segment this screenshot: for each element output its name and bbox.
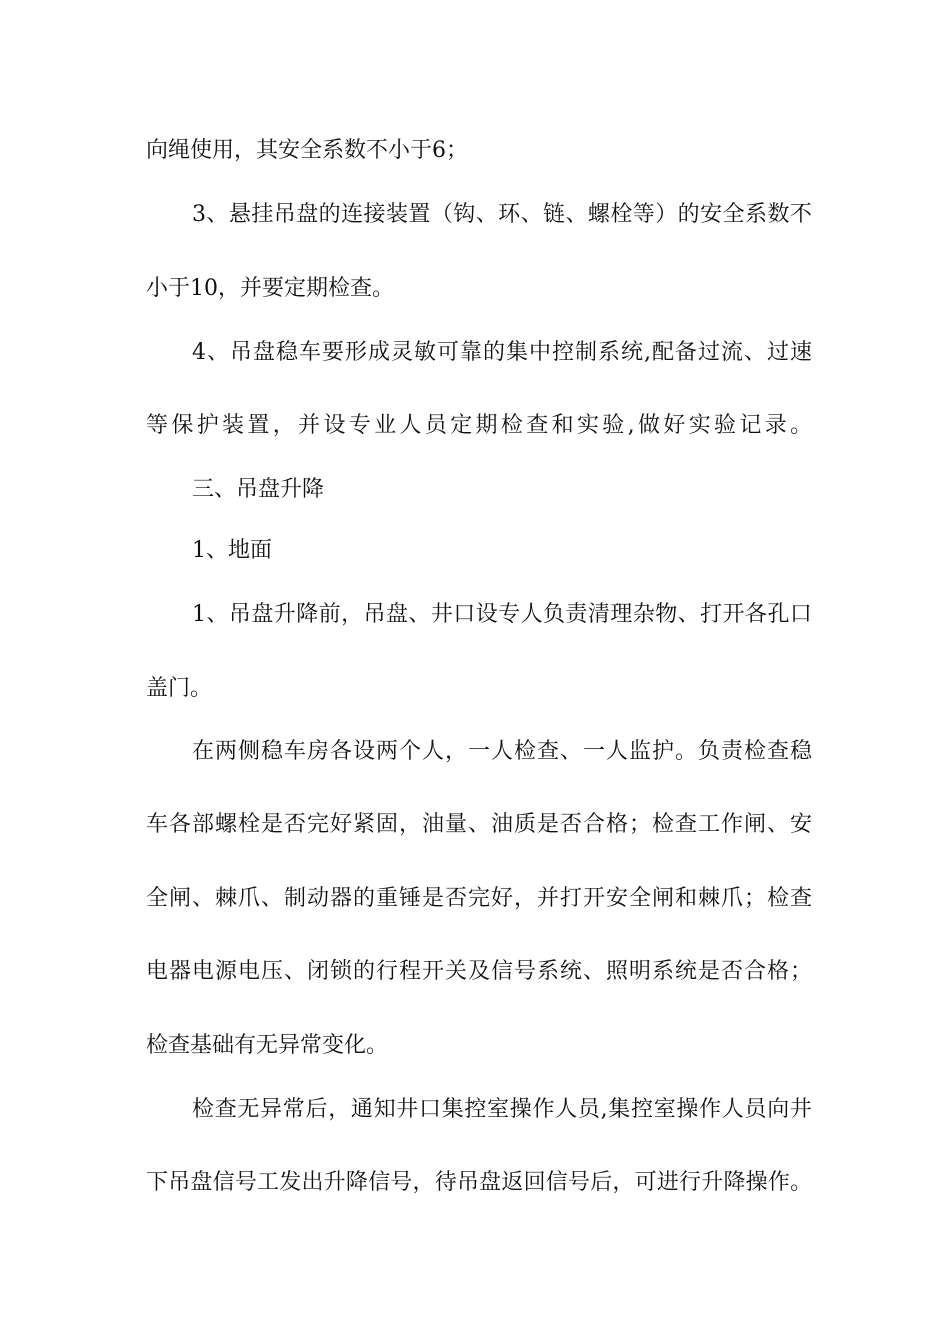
text-line: 1、吊盘升降前，吊盘、井口设专人负责清理杂物、打开各孔口	[192, 602, 813, 627]
text-line: 检查基础有无异常变化。	[146, 1033, 389, 1058]
text-line: 3、悬挂吊盘的连接装置（钩、环、链、螺栓等）的安全系数不	[192, 202, 813, 227]
text-line: 车各部螺栓是否完好紧固，油量、油质是否合格；检查工作闸、安	[146, 812, 814, 837]
text-line: 小于10，并要定期检查。	[146, 276, 394, 301]
text-line: 4、吊盘稳车要形成灵敏可靠的集中控制系统,配备过流、过速	[192, 340, 813, 365]
subsection-heading: 1、地面	[192, 538, 272, 563]
text-line: 下吊盘信号工发出升降信号，待吊盘返回信号后，可进行升降操作。	[146, 1170, 813, 1195]
text-line: 电器电源电压、闭锁的行程开关及信号系统、照明系统是否合格；	[146, 959, 814, 984]
text-line: 检查无异常后，通知井口集控室操作人员,集控室操作人员向井	[192, 1097, 813, 1122]
text-line: 等保护装置，并设专业人员定期检查和实验,做好实验记录。	[146, 413, 816, 438]
text-line: 全闸、棘爪、制动器的重锤是否完好，并打开安全闸和棘爪；检查	[146, 886, 814, 911]
section-heading: 三、吊盘升降	[192, 477, 325, 502]
text-line: 盖门。	[146, 676, 213, 701]
text-line: 在两侧稳车房各设两个人，一人检查、一人监护。负责检查稳	[192, 739, 814, 764]
text-line: 向绳使用，其安全系数不小于6；	[146, 138, 468, 163]
